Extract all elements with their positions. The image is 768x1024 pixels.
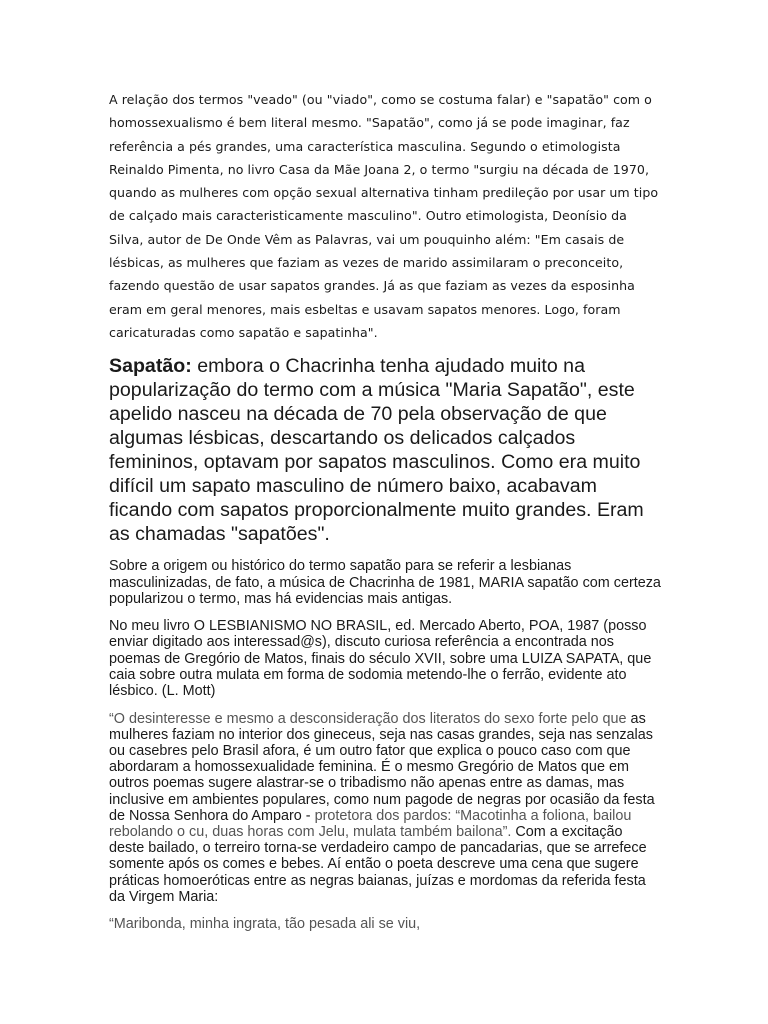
paragraph-quote-intro: [109, 711, 661, 905]
paragraph-poem-line: “Maribonda, minha ingrata, tão pesada ali se viu,: [109, 916, 421, 933]
sapatao-term: Sapatão:: [109, 355, 192, 378]
paragraph-origin: Sobre a origem ou histórico do termo sapatão para se referir a lesbianas masculinizadas, de fato, a música de Chacrinha de 1981, MARIA sapatão com certeza popularizou o termo, mas há evidencias mais antigas.: [109, 558, 661, 607]
paragraph-book: No meu livro O LESBIANISMO NO BRASIL, ed. Mercado Aberto, POA, 1987 (posso enviar digitado aos interessad@s), discuto curiosa referência a encontrada nos poemas de Gregório de Matos, finais do século XVII, sobre uma LUIZA SAPATA, que caia sobre outra mulata em forma de sodomia metendo-lhe o ferrão, evidente ato lésbico. (L. Mott): [109, 618, 652, 700]
document-page: [109, 88, 661, 932]
paragraph-etymology: A relação dos termos "veado" (ou "viado", como se costuma falar) e "sapatão" com o homossexualismo é bem literal mesmo. "Sapatão", como já se pode imaginar, faz referência a pés grandes, uma característica masculina. Segundo o etimologista Reinaldo Pimenta, no livro Casa da Mãe Joana 2, o termo "surgiu na década de 1970, quando as mulheres com opção sexual alternativa tinham predileção por usar um tipo de calçado mais caracteristicamente masculino". Outro etimologista, Deonísio da Silva, autor de De Onde Vêm as Palavras, vai um pouquinho além: "Em casais de lésbicas, as mulheres que faziam as vezes de marido assimilaram o preconceito, fazendo questão de usar sapatos grandes. Já as que faziam as vezes da esposinha eram em geral menores, mais esbeltas e usavam sapatos menores. Logo, foram caricaturadas como sapatão e sapatinha".: [109, 92, 659, 340]
paragraph-sapatao: [109, 354, 661, 546]
quote-poem-excerpt: protetora dos pardos: “Macotinha a foliona, bailou rebolando o cu, duas horas com Jelu, mulata também bailona”.: [109, 807, 632, 841]
quote-body-b: Com a excitação deste bailado, o terreiro torna-se verdadeiro campo de pancadarias, que se arrefece somente após os comes e bebes. Aí então o poeta descreve uma cena que sugere práticas homoeróticas entre as negras baianas, juízas e mordomas da referida festa da Virgem Maria:: [109, 824, 647, 905]
sapatao-text: embora o Chacrinha tenha ajudado muito na popularização do termo com a música "Maria Sapatão", este apelido nasceu na década de 70 pela observação de que algumas lésbicas, descartando os delicados calçados femininos, optavam por sapatos masculinos. Como era muito difícil um sapato masculino de número baixo, acabavam ficando com sapatos proporcionalmente muito grandes. Eram as chamadas "sapatões".: [109, 355, 644, 546]
quote-opening: “O desinteresse e mesmo a desconsideração dos literatos do sexo forte pelo que: [109, 710, 627, 727]
quote-body-a: as mulheres faziam no interior dos gineceus, seja nas casas grandes, seja nas senzalas ou casebres pelo Brasil afora, é um outro fator que explica o pouco caso com que abordaram a homossexualidade feminina. É o mesmo Gregório de Matos que em outros poemas sugere alastrar-se o tribadismo não apenas entre as damas, mas inclusive em ambientes populares, como num pagode de negras por ocasião da festa de Nossa Senhora do Amparo -: [109, 710, 655, 824]
